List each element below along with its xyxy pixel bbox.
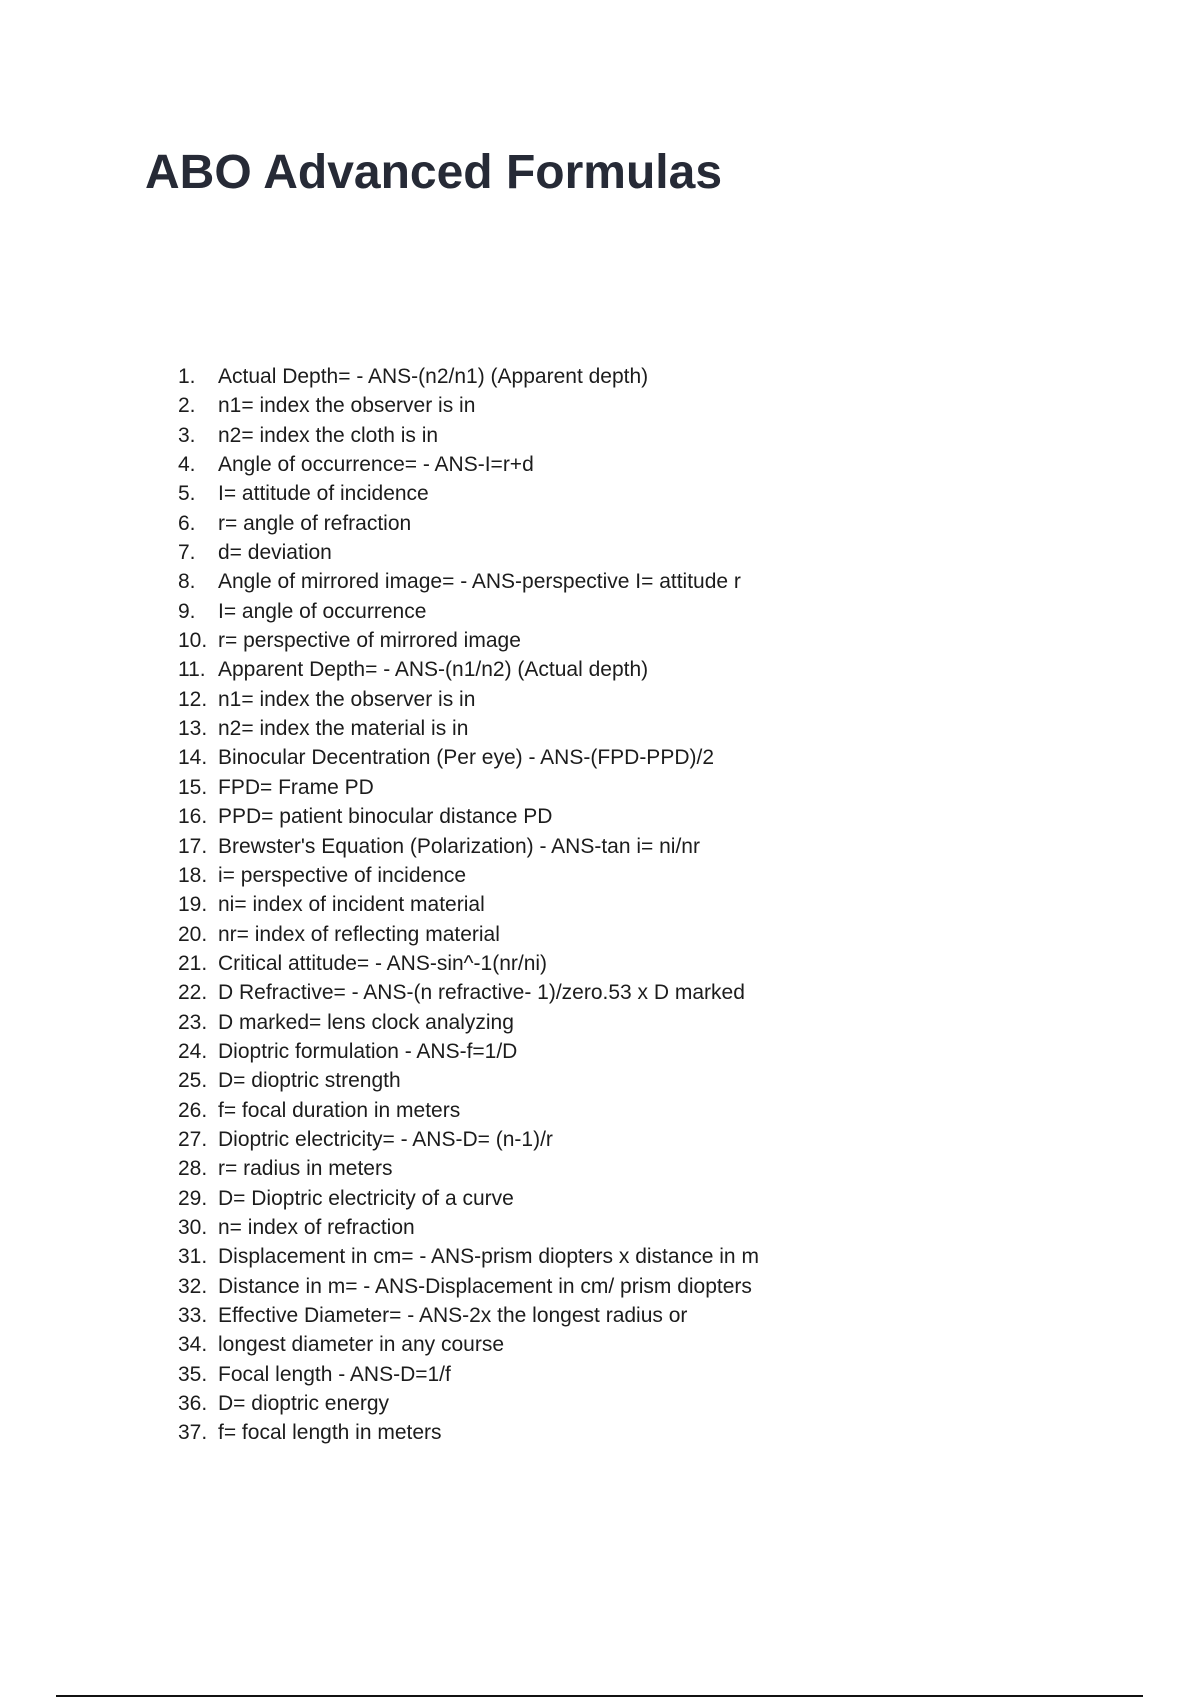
item-number: 5.	[178, 482, 196, 506]
item-text: longest diameter in any course	[218, 1333, 504, 1357]
item-number: 18.	[178, 863, 208, 887]
item-text: PPD= patient binocular distance PD	[218, 805, 553, 829]
item-text: nr= index of reflecting material	[218, 922, 500, 946]
item-text: Effective Diameter= - ANS-2x the longest radius or	[218, 1304, 688, 1327]
item-number: 17.	[178, 834, 208, 858]
item-text: D marked= lens clock analyzing	[218, 1010, 514, 1034]
item-number: 2.	[178, 394, 196, 418]
list-item	[178, 978, 759, 1007]
list-item	[178, 1330, 759, 1359]
item-number: 4.	[178, 453, 196, 477]
item-number: 27.	[178, 1127, 208, 1151]
item-text: Actual Depth= - ANS-(n2/n1) (Apparent depth)	[218, 365, 649, 388]
list-item	[178, 1066, 759, 1095]
list-item	[178, 861, 759, 890]
item-number: 7.	[178, 541, 196, 565]
item-number: 16.	[178, 805, 208, 829]
list-item	[178, 1184, 759, 1213]
list-item	[178, 479, 759, 508]
list-item	[178, 802, 759, 831]
list-item	[178, 773, 759, 802]
item-text: Brewster's Equation (Polarization) - ANS-tan i= ni/nr	[218, 834, 700, 858]
item-number: 21.	[178, 951, 208, 975]
item-text: FPD= Frame PD	[218, 775, 374, 799]
list-item	[178, 362, 759, 391]
item-text: Focal length - ANS-D=1/f	[218, 1362, 451, 1386]
item-text: Angle of mirrored image= - ANS-perspective I= attitude r	[218, 570, 741, 594]
item-number: 11.	[178, 658, 206, 682]
item-text: D= dioptric strength	[218, 1069, 401, 1093]
list-item	[178, 1360, 759, 1389]
item-number: 36.	[178, 1392, 208, 1416]
item-text: Critical attitude= - ANS-sin^-1(nr/ni)	[218, 951, 548, 975]
item-text: n= index of refraction	[218, 1215, 415, 1239]
list-item	[178, 655, 759, 684]
item-number: 9.	[178, 599, 196, 623]
item-text: Dioptric electricity= - ANS-D= (n-1)/r	[218, 1127, 553, 1151]
list-item	[178, 538, 759, 567]
item-number: 20.	[178, 922, 208, 946]
item-text: n2= index the material is in	[218, 717, 469, 741]
item-text: Distance in m= - ANS-Displacement in cm/ prism diopters	[218, 1274, 752, 1298]
item-number: 23.	[178, 1010, 208, 1034]
item-text: n1= index the observer is in	[218, 687, 476, 711]
list-item	[178, 391, 759, 420]
item-number: 19.	[178, 893, 208, 917]
item-number: 8.	[178, 570, 196, 594]
item-number: 34.	[178, 1333, 208, 1357]
list-item	[178, 567, 759, 596]
item-text: r= radius in meters	[218, 1157, 393, 1181]
item-text: Apparent Depth= - ANS-(n1/n2) (Actual depth)	[218, 658, 649, 682]
item-number: 22.	[178, 981, 208, 1005]
item-number: 32.	[178, 1274, 208, 1298]
item-text: ni= index of incident material	[218, 893, 485, 917]
item-number: 10.	[178, 629, 208, 653]
list-item	[178, 450, 759, 479]
item-text: r= angle of refraction	[218, 511, 412, 535]
list-item	[178, 1037, 759, 1066]
bottom-divider	[56, 1695, 1143, 1697]
list-item	[178, 1389, 759, 1418]
item-number: 1.	[178, 365, 196, 388]
item-text: Binocular Decentration (Per eye) - ANS-(FPD-PPD)/2	[218, 746, 714, 770]
item-text: D= Dioptric electricity of a curve	[218, 1186, 514, 1210]
list-item	[178, 1096, 759, 1125]
list-item	[178, 743, 759, 772]
list-item	[178, 1213, 759, 1242]
list-item	[178, 1272, 759, 1301]
list-item	[178, 626, 759, 655]
item-text: Displacement in cm= - ANS-prism diopters x distance in m	[218, 1245, 759, 1269]
item-number: 15.	[178, 775, 208, 799]
list-item	[178, 509, 759, 538]
list-item	[178, 949, 759, 978]
list-item	[178, 685, 759, 714]
item-number: 3.	[178, 423, 196, 447]
item-text: I= attitude of incidence	[218, 482, 429, 506]
item-text: n2= index the cloth is in	[218, 423, 439, 447]
list-item	[178, 1418, 759, 1447]
list-item	[178, 597, 759, 626]
list-item	[178, 832, 759, 861]
item-number: 29.	[178, 1186, 208, 1210]
item-text: D= dioptric energy	[218, 1392, 390, 1416]
item-text: r= perspective of mirrored image	[218, 629, 521, 653]
item-text: f= focal length in meters	[218, 1421, 442, 1445]
item-text: Dioptric formulation - ANS-f=1/D	[218, 1039, 518, 1063]
item-number: 13.	[178, 717, 208, 741]
list-item	[178, 920, 759, 949]
item-text: D Refractive= - ANS-(n refractive- 1)/zero.53 x D marked	[218, 981, 745, 1005]
list-item	[178, 1242, 759, 1271]
item-text: I= angle of occurrence	[218, 599, 427, 623]
list-item	[178, 1154, 759, 1183]
item-text: i= perspective of incidence	[218, 863, 467, 887]
item-number: 12.	[178, 687, 208, 711]
list-item	[178, 714, 759, 743]
item-number: 6.	[178, 511, 196, 535]
list-item	[178, 1125, 759, 1154]
list-item	[178, 1301, 759, 1330]
item-number: 30.	[178, 1215, 208, 1239]
item-number: 24.	[178, 1039, 208, 1063]
item-number: 14.	[178, 746, 208, 770]
item-number: 28.	[178, 1157, 208, 1181]
list-item	[178, 890, 759, 919]
page-title: ABO Advanced Formulas	[145, 146, 723, 199]
item-number: 37.	[178, 1421, 208, 1445]
item-text: n1= index the observer is in	[218, 394, 476, 418]
item-number: 31.	[178, 1245, 208, 1269]
list-item	[178, 1008, 759, 1037]
item-text: f= focal duration in meters	[218, 1098, 461, 1122]
formula-list	[178, 362, 759, 1448]
item-number: 26.	[178, 1098, 208, 1122]
item-number: 33.	[178, 1304, 208, 1327]
item-text: Angle of occurrence= - ANS-I=r+d	[218, 453, 534, 477]
list-item	[178, 421, 759, 450]
item-number: 25.	[178, 1069, 208, 1093]
item-text: d= deviation	[218, 541, 332, 565]
item-number: 35.	[178, 1362, 208, 1386]
